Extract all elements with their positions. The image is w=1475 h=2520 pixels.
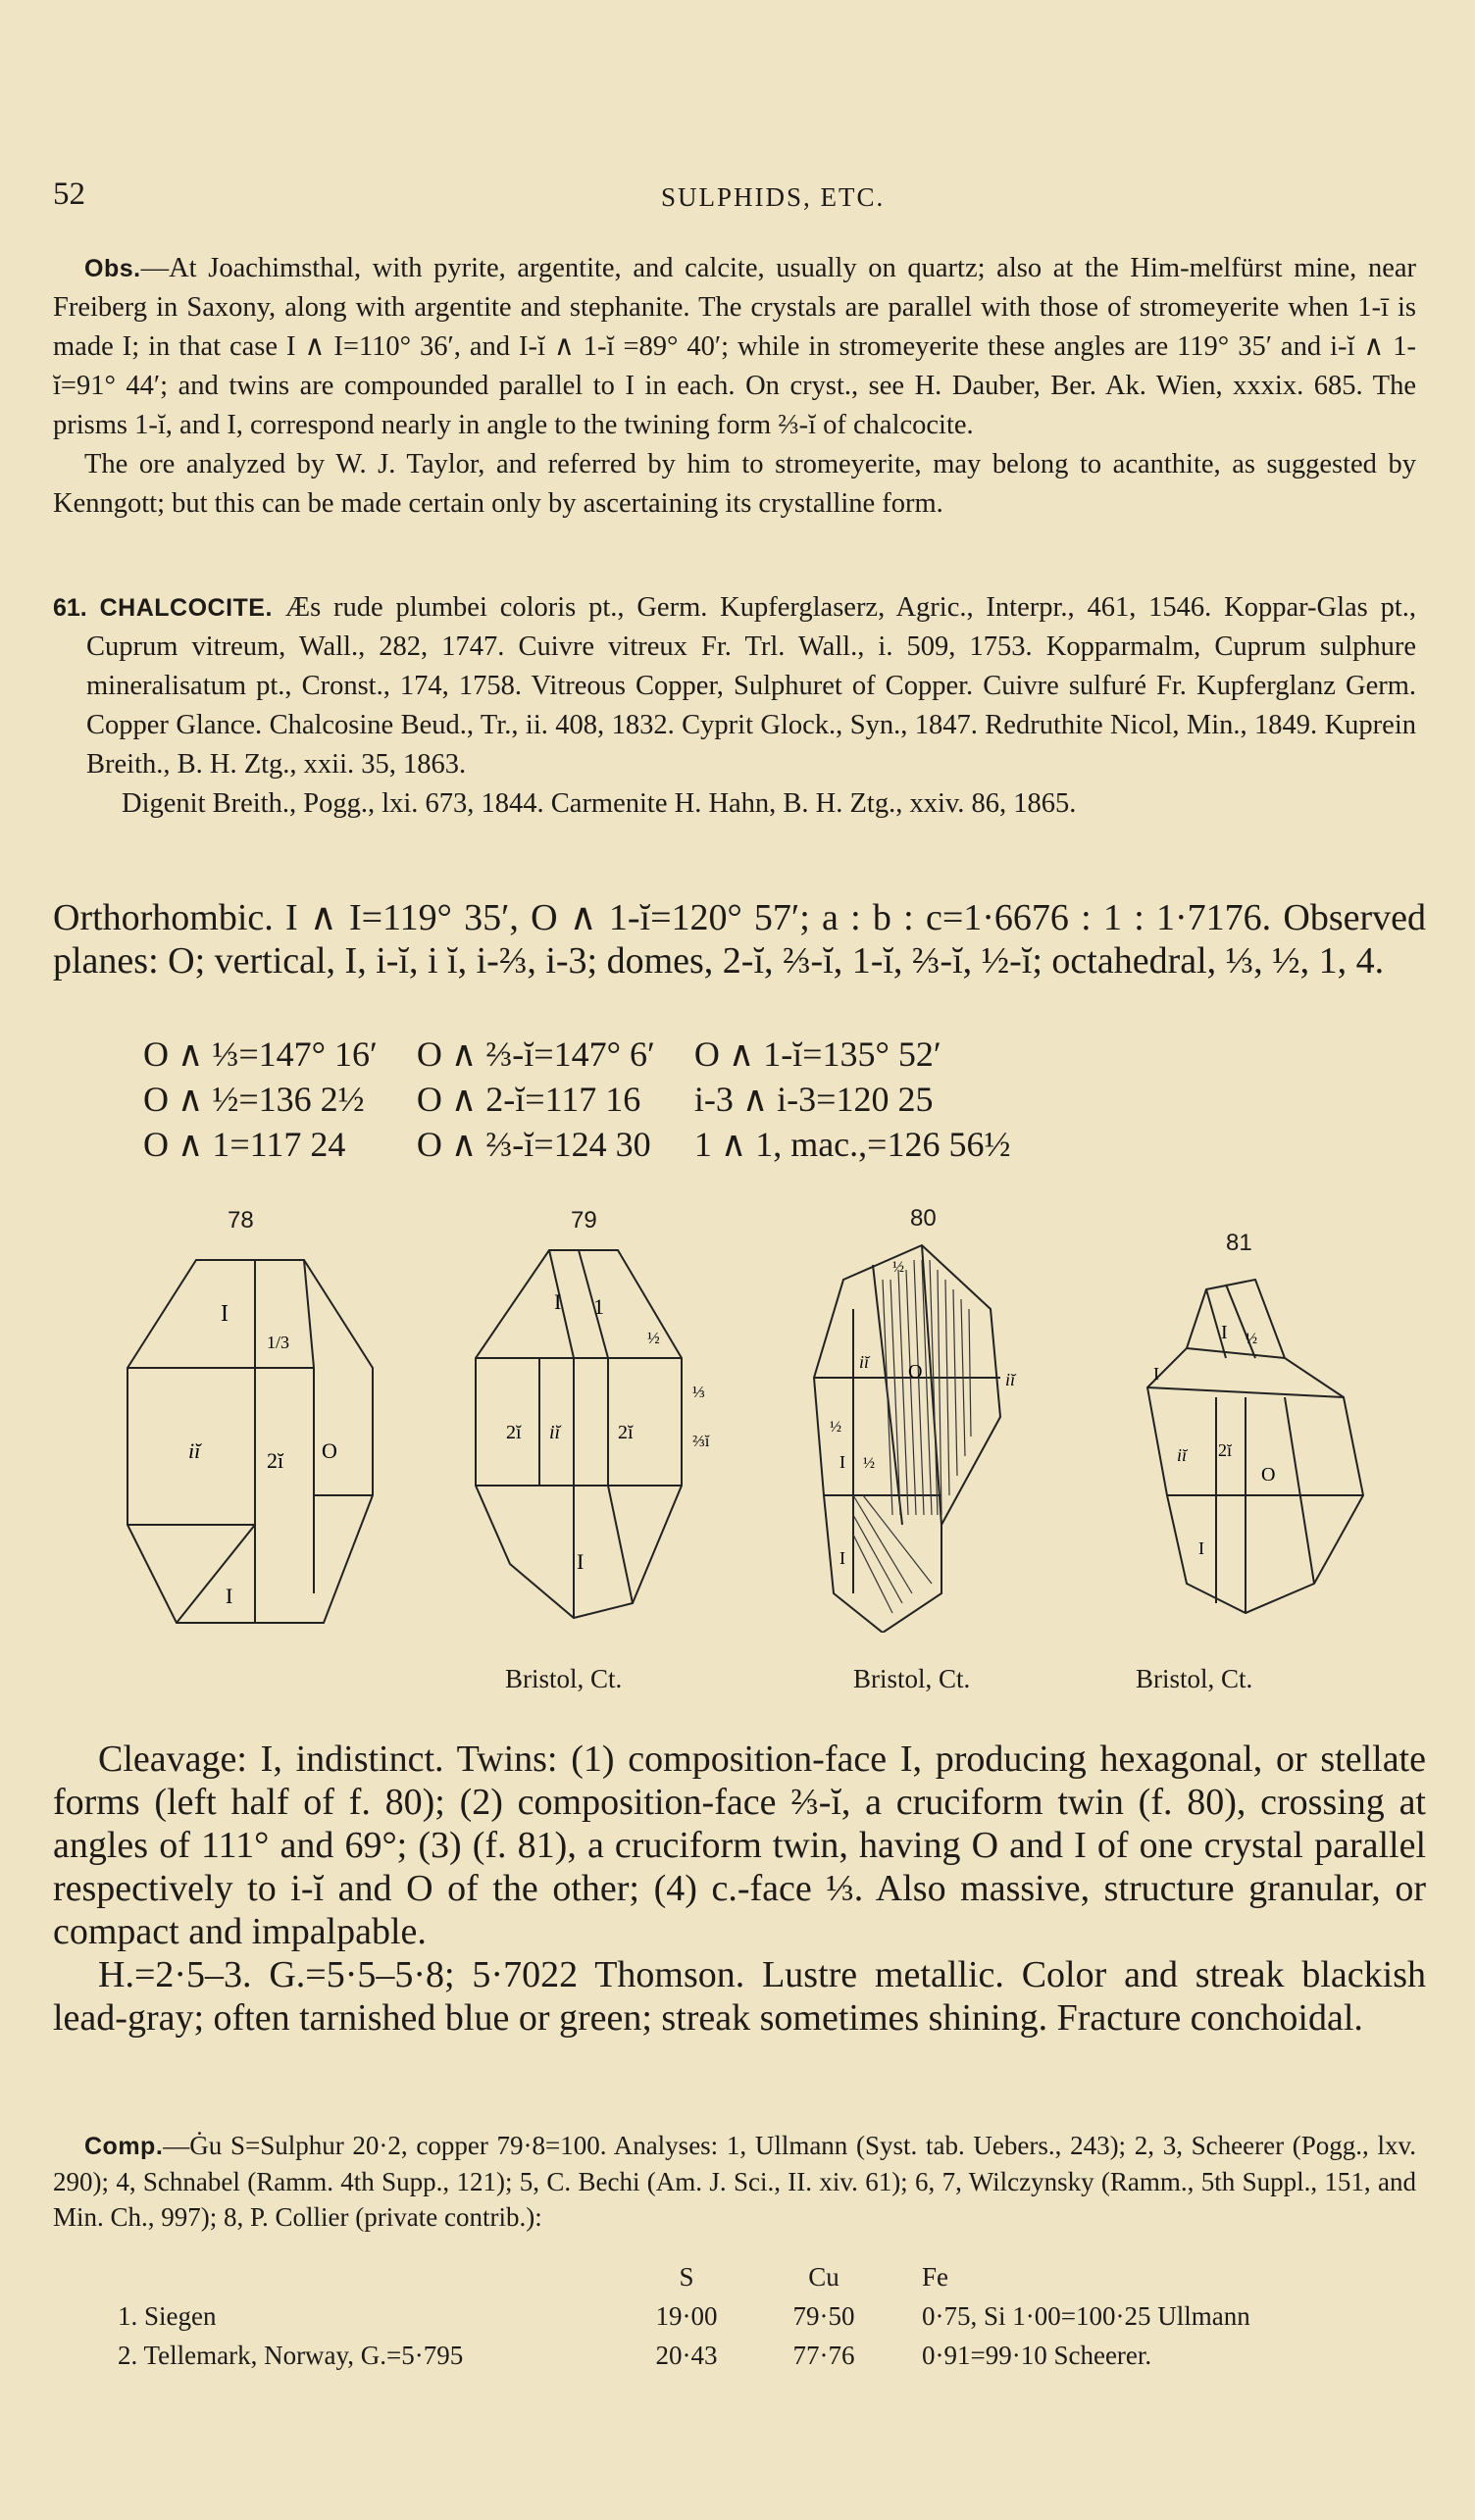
- angle-cell: O ∧ ½=136 2½: [143, 1080, 365, 1119]
- obs-label: Obs.: [84, 255, 141, 282]
- face-label: iĭ: [188, 1438, 201, 1463]
- face-label: O: [322, 1438, 337, 1463]
- angle-cell: i-3 ∧ i-3=120 25: [693, 1080, 934, 1119]
- angle-cell: O ∧ 1-ĭ=135° 52′: [693, 1034, 941, 1074]
- crystal-drawing-81: [1128, 1250, 1383, 1642]
- angles-row: [143, 1122, 1049, 1167]
- crystal-drawing-79: [461, 1201, 726, 1633]
- page-number: 52: [53, 176, 85, 212]
- angle-cell: O ∧ 2-ĭ=117 16: [416, 1080, 641, 1119]
- face-label: ½: [830, 1419, 841, 1436]
- table-row: [118, 2296, 1250, 2336]
- crystal-drawing-80: [794, 1201, 1059, 1633]
- face-label: I: [1153, 1364, 1159, 1384]
- page-header: [53, 176, 1446, 216]
- obs-text-1: [53, 249, 1416, 445]
- analyses-header-row: [118, 2257, 1250, 2296]
- face-label: 2ĭ: [1218, 1440, 1233, 1460]
- crystallography-paragraph: Orthorhombic. I ∧ I=119° 35′, O ∧ 1-ĭ=120° 57′; a : b : c=1·6676 : 1 : 1·7176. Observed planes: O; vertical, I, i-ĭ, i ĭ, i-⅔, i-3; domes, 2-ĭ, ⅔-ĭ, 1-ĭ, ⅔-ĭ, ½-ĭ; octahedral, ⅓, ½, 1, 4.: [53, 897, 1426, 982]
- analysis-value: 0·75, Si 1·00=100·25 Ullmann: [922, 2301, 1250, 2331]
- angle-cell: O ∧ ⅔-ĭ=147° 6′: [416, 1034, 655, 1074]
- analysis-value: 19·00: [655, 2301, 718, 2331]
- composition-body: —Ġu S=Sulphur 20·2, copper 79·8=100. Analyses: 1, Ullmann (Syst. tab. Uebers., 243); 2, 3, Scheerer (Pogg., lxv. 290); 4, Schnabel (Ramm. 4th Supp., 121); 5, C. Bechi (Am. J. Sci., II. xiv. 61); 6, 7, Wilczynsky (Ramm., 5th Suppl., 151, and Min. Ch., 997); 8, P. Collier (private contrib.):: [53, 2131, 1416, 2232]
- face-label: ½: [647, 1329, 660, 1347]
- obs-body-1: —At Joachimsthal, with pyrite, argentite, and calcite, usually on quartz; also at the Him-melfürst mine, near Freiberg in Saxony, along with argentite and stephanite. The crystals are parallel with those of stromeyerite when 1-ī is made I; in that case I ∧ I=110° 36′, and I-ĭ ∧ 1-ĭ =89° 40′; while in stromeyerite these angles are 119° 35′ and i-ĭ ∧ 1-ĭ=91° 44′; and twins are compounded parallel to I in each. On cryst., see H. Dauber, Ber. Ak. Wien, xxxix. 685. The prisms 1-ĭ, and I, correspond nearly in angle to the twining form ⅔-ĭ of chalcocite.: [53, 253, 1416, 440]
- figure-number: 81: [1226, 1230, 1252, 1256]
- running-head: SULPHIDS, ETC.: [661, 182, 886, 212]
- face-label: ½: [863, 1455, 875, 1472]
- face-label: O: [908, 1361, 923, 1383]
- angles-row: [143, 1032, 1049, 1077]
- face-label: 2ĭ: [618, 1422, 634, 1443]
- angles-table: [143, 1032, 1049, 1167]
- face-label: 1: [593, 1294, 604, 1319]
- face-label: 2ĭ: [267, 1448, 284, 1473]
- synonymy-text: Æs rude plumbei coloris pt., Germ. Kupferglaserz, Agric., Interpr., 461, 1546. Koppar-Glas pt., Cuprum vitreum, Wall., 282, 1747. Cuivre vitreux Fr. Trl. Wall., i. 509, 1753. Kopparmalm, Cuprum sulphure mineralisatum pt., Cronst., 174, 1758. Vitreous Copper, Sulphuret of Copper. Cuivre sulfuré Fr. Kupferglanz Germ. Copper Glance. Chalcosine Beud., Tr., ii. 408, 1832. Cyprit Glock., Syn., 1847. Redruthite Nicol, Min., 1849. Kuprein Breith., B. H. Ztg., xxii. 35, 1863.: [86, 592, 1416, 780]
- figure-80: [794, 1201, 1059, 1711]
- observations-paragraph: [53, 249, 1416, 524]
- face-label: ⅔ĭ: [692, 1432, 710, 1450]
- synonymy-paragraph: [53, 588, 1416, 784]
- angle-cell: 1 ∧ 1, mac.,=126 56½: [693, 1125, 1011, 1164]
- figure-caption: Bristol, Ct.: [505, 1664, 623, 1693]
- face-label: 2ĭ: [506, 1422, 522, 1443]
- cleavage-paragraph: [53, 1738, 1426, 2040]
- figure-number: 79: [571, 1207, 597, 1234]
- angle-cell: O ∧ ⅓=147° 16′: [143, 1034, 378, 1074]
- composition-text: [53, 2128, 1416, 2235]
- face-label: iĭ: [1177, 1445, 1188, 1465]
- column-header: S: [679, 2262, 694, 2292]
- species-entry: [53, 588, 1416, 824]
- synonymy-paragraph-2: Digenit Breith., Pogg., lxi. 673, 1844. Carmenite H. Hahn, B. H. Ztg., xxiv. 86, 1865.: [122, 788, 1077, 819]
- angles-row: [143, 1077, 1049, 1122]
- analyses-table: [118, 2257, 1250, 2375]
- face-label: I: [1198, 1538, 1204, 1558]
- face-label: I: [226, 1584, 233, 1608]
- analysis-value: 20·43: [655, 2341, 718, 2370]
- figure-78: [118, 1201, 392, 1633]
- species-number: 61.: [53, 594, 87, 622]
- face-label: I: [839, 1548, 845, 1568]
- figure-caption: Bristol, Ct.: [853, 1664, 971, 1693]
- face-label: I: [221, 1301, 229, 1327]
- face-label: iĭ: [1005, 1370, 1016, 1389]
- table-row: [118, 2336, 1250, 2375]
- composition-paragraph: [53, 2128, 1416, 2235]
- figure-number: 80: [910, 1205, 937, 1232]
- face-label: iĭ: [549, 1422, 561, 1443]
- analysis-value: 77·76: [792, 2341, 855, 2370]
- figure-81: [1128, 1226, 1383, 1711]
- analysis-locality: 1. Siegen: [118, 2301, 217, 2331]
- composition-label: Comp.: [84, 2133, 164, 2160]
- figure-79: [461, 1201, 726, 1711]
- figure-caption: Bristol, Ct.: [1136, 1664, 1253, 1693]
- face-label: I: [839, 1452, 845, 1472]
- face-label: I: [1221, 1322, 1228, 1343]
- obs-text-2: The ore analyzed by W. J. Taylor, and referred by him to stromeyerite, may belong to acanthite, as suggested by Kenngott; but this can be made certain only by ascertaining its crystalline form.: [53, 449, 1416, 519]
- face-label: O: [1261, 1464, 1276, 1486]
- analysis-value: 79·50: [792, 2301, 855, 2331]
- face-label: ½: [1246, 1331, 1257, 1347]
- analysis-value: 0·91=99·10 Scheerer.: [922, 2341, 1152, 2370]
- hardness-text: H.=2·5–3. G.=5·5–5·8; 5·7022 Thomson. Lustre metallic. Color and streak blackish lead-gray; often tarnished blue or green; streak sometimes shining. Fracture conchoidal.: [53, 1954, 1426, 2039]
- face-label: I: [577, 1549, 585, 1574]
- analysis-locality: 2. Tellemark, Norway, G.=5·795: [118, 2341, 464, 2370]
- face-label: I: [554, 1289, 562, 1314]
- species-name: CHALCOCITE.: [99, 594, 273, 622]
- cleavage-text: Cleavage: I, indistinct. Twins: (1) composition-face I, producing hexagonal, or stellate forms (left half of f. 80); (2) composition-face ⅔-ĭ, a cruciform twin (f. 80), crossing at angles of 111° and 69°; (3) (f. 81), a cruciform twin, having O and I of one crystal parallel respectively to i-ĭ and O of the other; (4) c.-face ⅓. Also massive, structure granular, or compact and impalpable.: [53, 1739, 1426, 1952]
- figure-number: 78: [228, 1207, 254, 1234]
- face-label: iĭ: [859, 1352, 870, 1372]
- column-header: Cu: [808, 2262, 839, 2292]
- face-label: ⅓: [692, 1383, 705, 1401]
- face-label: 1/3: [267, 1333, 290, 1352]
- crystal-drawing-78: [118, 1201, 392, 1633]
- column-header: Fe: [922, 2262, 948, 2292]
- angle-cell: O ∧ ⅔-ĭ=124 30: [416, 1125, 651, 1164]
- face-label: ½: [892, 1259, 904, 1276]
- angle-cell: O ∧ 1=117 24: [143, 1125, 346, 1164]
